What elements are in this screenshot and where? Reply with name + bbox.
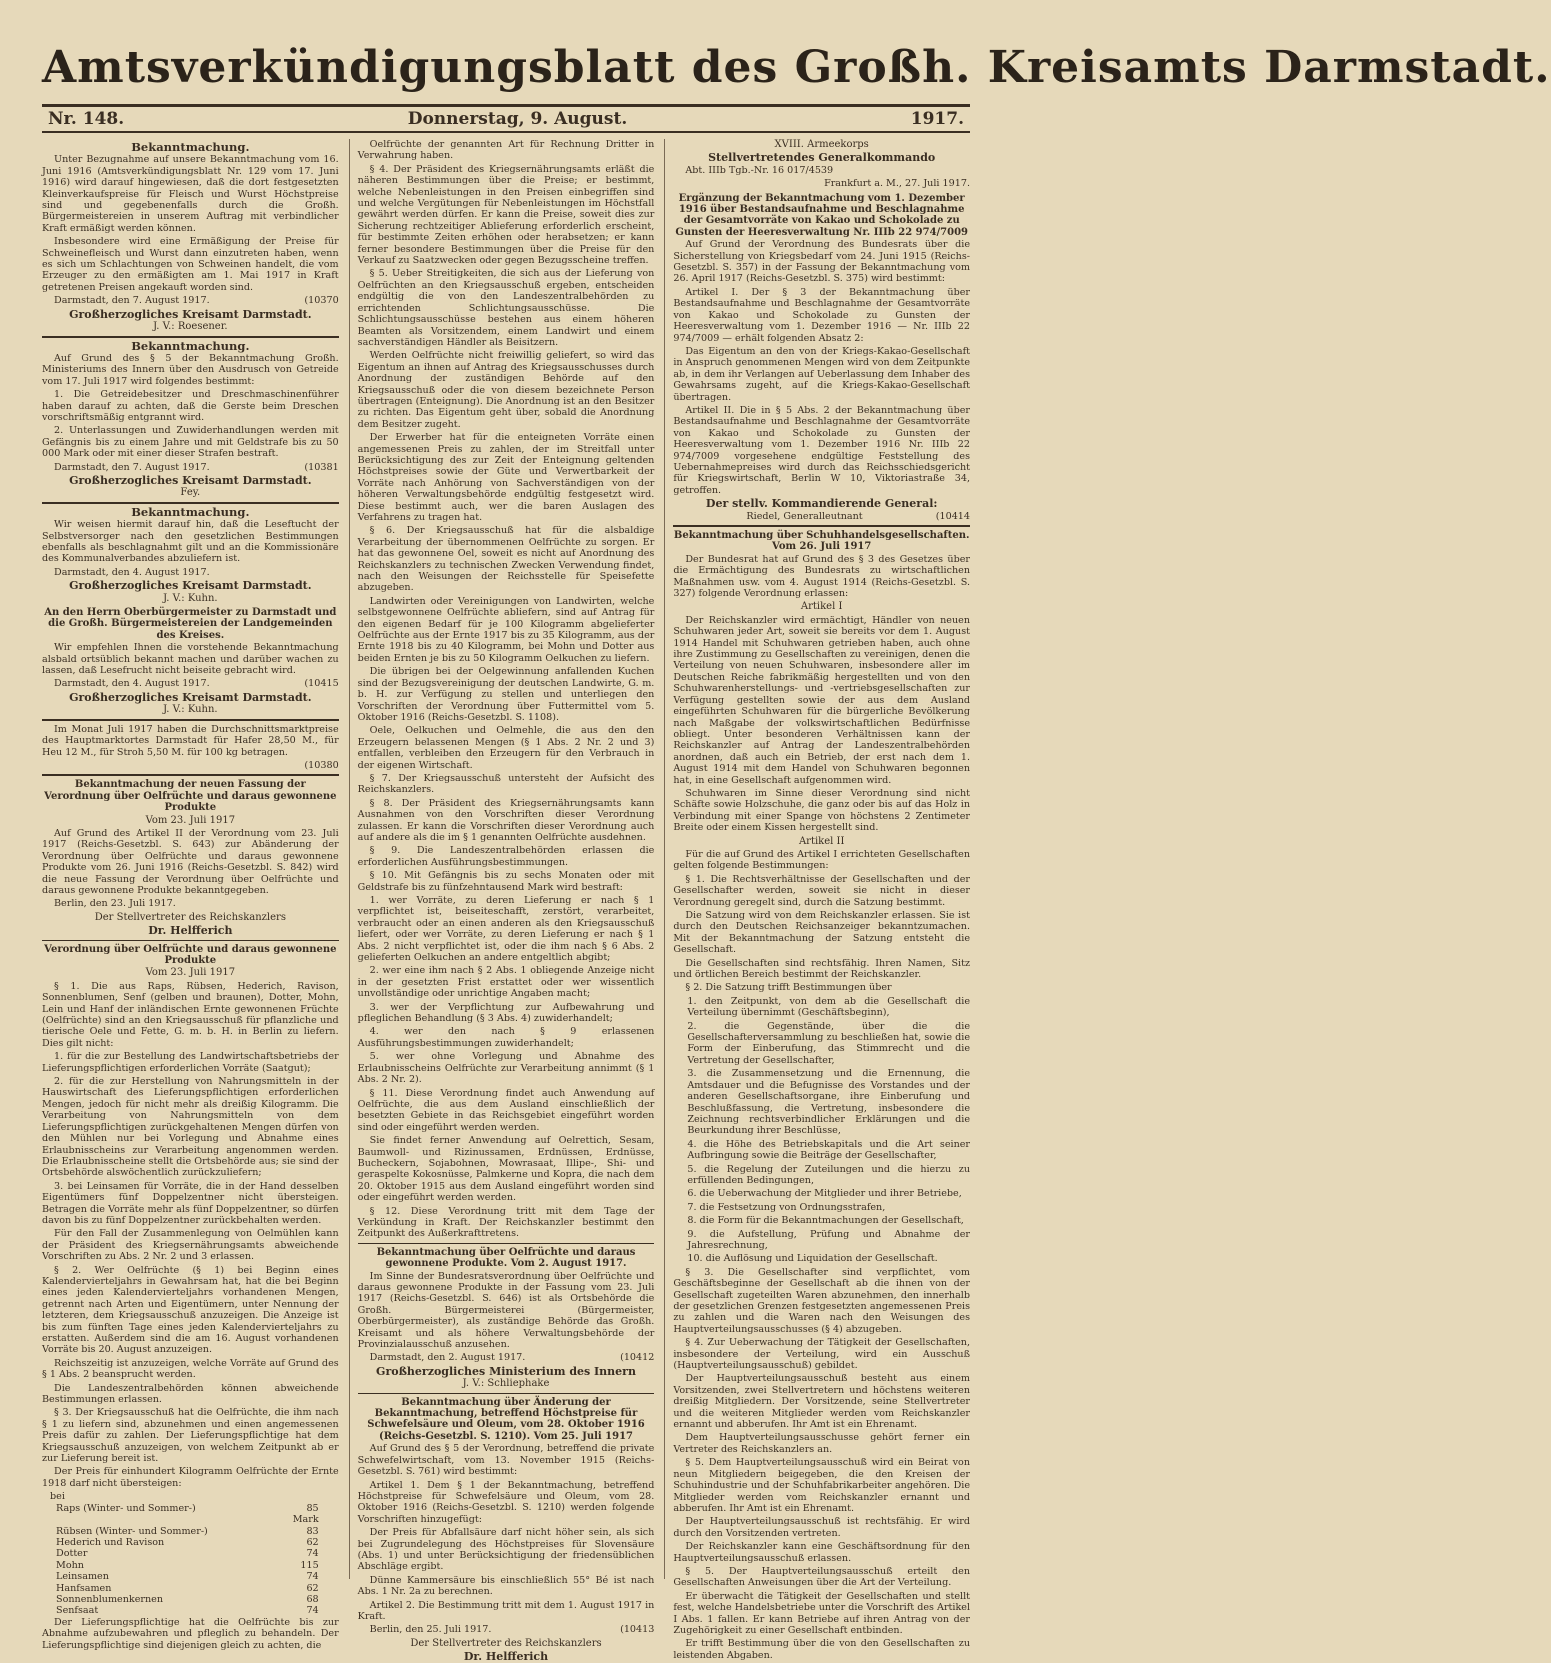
notice-paragraph: § 4. Der Präsident des Kriegsernährungsamts erläßt die näheren Bestimmungen über die Preise; er bestimmt, welche Nebenleistungen in den Preisen einbegriffen sind und welche Vergütungen für Nebenleistungen im Höchstfall gewährt werden dürfen. Er kann die Preise, soweit dies zur Sicherung rechtzeitiger Ablieferung erforderlich erscheint, für bestimmte Zeiten erhöhen oder herabsetzen; er kann ferner besondere Bestimmungen über die Preise für den Verkauf zu Saatzwecken oder gegen Bezugsscheine treffen. bbox=[357, 163, 655, 267]
notice-signer: Großherzogliches Kreisamt Darmstadt. bbox=[69, 579, 312, 593]
notice-issuer: Stellvertretendes Generalkommando bbox=[708, 151, 936, 165]
price-item: Leinsamen bbox=[56, 1571, 109, 1583]
notice-paragraph: 5. wer ohne Vorlegung und Abnahme des Erlaubnisscheins Oelfrüchte zur Verarbeitung annimmt (§ 1 Abs. 2 Nr. 2). bbox=[357, 1051, 655, 1086]
notice-paragraph: Oele, Oelkuchen und Oelmehle, die aus den den Erzeugern belassenen Mengen (§ 1 Abs. 2 Nr. 2 und 3) entfallen, verbleiben den Erzeugern für den Verbrauch in der eigenen Wirtschaft. bbox=[357, 725, 655, 771]
notice-paragraph: Er trifft Bestimmung über die von den Gesellschaften zu leistenden Abgaben. bbox=[673, 1638, 971, 1661]
notice-signature: Fey. bbox=[180, 487, 201, 499]
notice-heading: Bekanntmachung. bbox=[131, 504, 250, 519]
notice-signer: Der Stellvertreter des Reichskanzlers bbox=[410, 1637, 602, 1649]
price-value: 85 Mark bbox=[292, 1502, 319, 1526]
notice-paragraph: Sie findet ferner Anwendung auf Oelrettich, Sesam, Baumwoll- und Rizinussamen, Erdnüssen, Erdnüsse, Bucheckern, Sojabohnen, Mowrasaat, Illipe-, Shi- und geraspelte Kokosnüsse, Palmkerne und Kopra, die nach dem 20. Oktober 1915 aus dem Ausland eingeführt worden sind oder eingeführt werden werden. bbox=[357, 1135, 655, 1204]
divider bbox=[358, 1243, 655, 1244]
list-item: 3. die Zusammensetzung und die Ernennung, die Amtsdauer und die Befugnisse des Vorstandes und der anderen Gesellschaftsorgane, ihre Einberufung und Beschlußfassung, die Vertretung, insbesondere die Zeichnung rechtsverbindlicher Erklärungen und die Beurkundung ihrer Beschlüsse, bbox=[687, 1068, 971, 1137]
divider bbox=[358, 1393, 655, 1394]
price-value: 62 bbox=[306, 1582, 319, 1594]
notice-paragraph: Die Satzung wird von dem Reichskanzler erlassen. Sie ist durch den Deutschen Reichsanzeiger bekanntzumachen. Mit der Bekanntmachung der Satzung entsteht die Gesellschaft. bbox=[673, 910, 971, 956]
price-row bbox=[42, 1548, 339, 1559]
notice-date: Berlin, den 23. Juli 1917. bbox=[54, 898, 176, 910]
price-row bbox=[42, 1583, 339, 1594]
price-row bbox=[42, 1594, 339, 1605]
notice-date: Berlin, den 25. Juli 1917. (10413 bbox=[369, 1624, 655, 1636]
notice-paragraph: Der Reichskanzler wird ermächtigt, Händler von neuen Schuhwaren jeder Art, soweit sie bereits vor dem 1. August 1914 Handel mit Schuhwaren getrieben haben, auch ohne ihre Zustimmung zu Gesellschaften zu vereinigen, denen die Verteilung von neuen Schuhwaren, insbesondere aller im Deutschen Reiche fabrikmäßig hergestellten und von den Schuhwarenherstellungs- und -vertriebsgesellschaften zur Verfügung gestellten sowie der aus dem Ausland eingeführten Schuhwaren für die bürgerliche Bevölkerung nach Maßgabe der volkswirtschaftlichen Bedürfnisse obliegt. Unter besonderen Verhältnissen kann der Reichskanzler auf Antrag der Landeszentralbehörden anordnen, daß auch ein Betrieb, der erst nach dem 1. August 1914 mit dem Handel von Schuhwaren begonnen hat, in eine Gesellschaft aufgenommen wird. bbox=[673, 614, 971, 786]
price-row bbox=[42, 1560, 339, 1571]
notice-paragraph: Er überwacht die Tätigkeit der Gesellschaften und stellt fest, welche Handelsbetriebe unter die Vorschrift des Artikel I Abs. 1 fallen. Er kann Betriebe auf ihren Antrag von der Zugehörigkeit zu einer Gesellschaft entbinden. bbox=[673, 1590, 971, 1636]
notice-paragraph: 4. wer den nach § 9 erlassenen Ausführungsbestimmungen zuwiderhandelt; bbox=[357, 1026, 655, 1049]
notice-paragraph: § 4. Zur Ueberwachung der Tätigkeit der Gesellschaften, insbesondere der Verteilung, wird ein Ausschuß (Hauptverteilungsausschuß) gebildet. bbox=[673, 1337, 971, 1372]
notice-heading: Bekanntmachung der neuen Fassung der Verordnung über Oelfrüchte und daraus gewonnene Produkte bbox=[44, 779, 337, 814]
list-item: 10. die Auflösung und Liquidation der Gesellschaft. bbox=[687, 1253, 938, 1265]
notice-paragraph: § 10. Mit Gefängnis bis zu sechs Monaten oder mit Geldstrafe bis zu fünfzehntausend Mark wird bestraft: bbox=[357, 870, 655, 893]
notice-paragraph: § 6. Der Kriegsausschuß hat für die alsbaldige Verarbeitung der übernommenen Oelfrüchte zu sorgen. Er hat das gewonnene Oel, soweit es nicht auf Anordnung des Reichskanzlers zu technischen Zwecken Verwendung findet, nach den Weisungen der Reichsstelle für Speisefette abzugeben. bbox=[357, 525, 655, 594]
notice-signer: Großherzogliches Kreisamt Darmstadt. bbox=[69, 307, 312, 321]
notice-date: Darmstadt, den 4. August 1917. bbox=[54, 566, 210, 578]
price-row bbox=[42, 1537, 339, 1548]
notice-signer: Großherzogliches Kreisamt Darmstadt. bbox=[69, 473, 312, 487]
issue-number: Nr. 148. bbox=[48, 109, 125, 129]
notice-paragraph: Für die auf Grund des Artikel I errichteten Gesellschaften gelten folgende Bestimmungen: bbox=[673, 848, 971, 872]
notice-paragraph: 1. wer Vorräte, zu deren Lieferung er nach § 1 verpflichtet ist, beiseiteschafft, zerstört, verarbeitet, verbraucht oder an einen anderen als den Kriegsausschuß liefert, oder wer Vorräte, zu deren Lieferung er nach § 1 Abs. 2 nicht verpflichtet ist, oder die ihm nach § 6 Abs. 2 gelieferten Oelkuchen an andere entgeltlich abgibt; bbox=[357, 895, 655, 964]
notice-signature: J. V.: Kuhn. bbox=[163, 592, 218, 604]
price-value: 74 bbox=[306, 1605, 319, 1617]
price-value: 74 bbox=[306, 1548, 319, 1560]
notice-paragraph: Auf Grund des Artikel II der Verordnung vom 23. Juli 1917 (Reichs-Gesetzbl. S. 643) zur Abänderung der Verordnung über Oelfrüchte und daraus gewonnene Produkte vom 26. Juni 1916 (Reichs-Gesetzbl. S. 842) wird die neue Fassung der Verordnung über Oelfrüchte und daraus gewonnene Produkte bekanntgegeben. bbox=[42, 827, 339, 896]
list-item: 6. die Ueberwachung der Mitglieder und ihrer Betriebe, bbox=[687, 1188, 962, 1200]
price-value: 68 bbox=[306, 1593, 319, 1605]
price-intro: bei bbox=[50, 1491, 65, 1503]
list-item: 5. die Regelung der Zuteilungen und die hierzu zu erfüllenden Bedingungen, bbox=[687, 1163, 971, 1186]
notice-signer: Der stellv. Kommandierende General: bbox=[705, 497, 938, 511]
column-3 bbox=[664, 139, 971, 1661]
notice-paragraph: Artikel II. Die in § 5 Abs. 2 der Bekanntmachung über Bestandsaufnahme und Beschlagnahme der Gesamtvorräte von Kakao und Schokolade zu Gunsten der Heeresverwaltung vom 1. Dezember 1916 Nr. IIIb 22 974/7009 vorgesehene endgültige Feststellung des Uebernahmepreises wird durch das Reichsschiedsgericht für Kriegswirtschaft, Berlin W 10, Viktoriastraße 34, getroffen. bbox=[673, 404, 971, 496]
notice-heading: Bekanntmachung über Änderung der Bekanntmachung, betreffend Höchstpreise für Schwefelsäure und Oleum, vom 28. Oktober 1916 (Reichs-Gesetzbl. S. 1210). Vom 25. Juli 1917 bbox=[367, 1396, 645, 1442]
notice-reference: Abt. IIIb Tgb.-Nr. 16 017/4539 bbox=[685, 164, 834, 176]
article-heading: Artikel II bbox=[798, 835, 845, 847]
notice-paragraph: Der Preis für Abfallsäure darf nicht höher sein, als sich bei Zugrundelegung des Höchstpreises für Slovensäure (Abs. 1) und unter Berücksichtigung der friedensüblichen Abschläge ergibt. bbox=[357, 1527, 655, 1573]
notice-paragraph: Die übrigen bei der Oelgewinnung anfallenden Kuchen sind der Bezugsvereinigung der deutschen Landwirte, G. m. b. H. zur Verfügung zu stellen und unterliegen den Vorschriften der Verordnung über Futtermittel vom 5. Oktober 1916 (Reichs-Gesetzbl. S. 1108). bbox=[357, 666, 655, 723]
notice-place-date: Frankfurt a. M., 27. Juli 1917. bbox=[824, 178, 971, 190]
notice-paragraph: § 3. Der Kriegsausschuß hat die Oelfrüchte, die ihm nach § 1 zu liefern sind, abzunehmen und einen angemessenen Preis dafür zu zahlen. Der Lieferungspflichtige hat dem Kriegsausschuß anzuzeigen, von welchem Zeitpunkt ab er zur Lieferung bereit ist. bbox=[42, 1407, 339, 1465]
notice-signature: J. V.: Roesener. bbox=[153, 321, 228, 333]
price-list bbox=[42, 1503, 339, 1617]
notice-paragraph: 1. Die Getreidebesitzer und Dreschmaschinenführer haben darauf zu achten, daß die Gerste beim Dreschen vorschriftsmäßig entgrannt wird. bbox=[42, 389, 339, 423]
notice-paragraph: Artikel 1. Dem § 1 der Bekanntmachung, betreffend Höchstpreise für Schwefelsäure und Oleum, vom 28. Oktober 1916 (Reichs-Gesetzbl. S. 1210) werden folgende Vorschriften hinzugefügt: bbox=[357, 1479, 655, 1525]
notice-paragraph: Im Monat Juli 1917 haben die Durchschnittsmarktpreise des Hauptmarktortes Darmstadt für Hafer 28,50 M., für Heu 12 M., für Stroh 5,50 M. für 100 kg betragen. bbox=[42, 723, 339, 758]
notice-date: Darmstadt, den 7. August 1917. (10381 bbox=[54, 461, 339, 473]
notice-paragraph: Schuhwaren im Sinne dieser Verordnung sind nicht Schäfte sowie Holzschuhe, die ganz oder bis auf das Holz in Verbindung mit einer Spange von höchstens 2 Zentimeter Breite oder einem Kissen hergestellt sind. bbox=[673, 787, 971, 834]
notice-paragraph: Der Reichskanzler kann eine Geschäftsordnung für den Hauptverteilungsausschuß erlassen. bbox=[673, 1541, 971, 1564]
price-item: Rübsen (Winter- und Sommer-) bbox=[56, 1525, 208, 1537]
notice-heading: Verordnung über Oelfrüchte und daraus gewonnene Produkte bbox=[44, 943, 337, 966]
notice-paragraph: 3. wer der Verpflichtung zur Aufbewahrung und pfleglichen Behandlung (§ 3 Abs. 4) zuwiderhandelt; bbox=[357, 1001, 655, 1025]
notice-paragraph: § 11. Diese Verordnung findet auch Anwendung auf Oelfrüchte, die aus dem Ausland einschließlich der besetzten Gebiete in das Reichsgebiet eingeführt worden sind oder eingeführt werden werden. bbox=[357, 1087, 655, 1133]
price-row bbox=[42, 1503, 339, 1526]
price-value: 83 bbox=[306, 1525, 319, 1537]
price-value: 74 bbox=[306, 1571, 319, 1583]
divider bbox=[673, 525, 970, 527]
notice-paragraph: § 12. Diese Verordnung tritt mit dem Tage der Verkündung in Kraft. Der Reichskanzler bestimmt den Zeitpunkt des Außerkrafttretens. bbox=[357, 1205, 655, 1240]
notice-signer: Der Stellvertreter des Reichskanzlers bbox=[94, 911, 286, 923]
notice-signature: Dr. Helfferich bbox=[148, 924, 233, 938]
notice-paragraph: Im Sinne der Bundesratsverordnung über Oelfrüchte und daraus gewonnene Produkte in der Fassung vom 23. Juli 1917 (Reichs-Gesetzbl. S. 646) ist als Ortsbehörde die Großh. Bürgermeisterei (Bürgermeister, Oberbürgermeister), als zuständige Behörde das Großh. Kreisamt und als höhere Verwaltungsbehörde der Provinzialausschuß anzusehen. bbox=[357, 1270, 655, 1351]
notice-heading: An den Herrn Oberbürgermeister zu Darmstadt und die Großh. Bürgermeistereien der Landgemeinden des Kreises. bbox=[44, 607, 337, 641]
notice-paragraph: Werden Oelfrüchte nicht freiwillig geliefert, so wird das Eigentum an ihnen auf Antrag des Kriegsausschusses durch Anordnung der zuständigen Behörde auf den Kriegsausschuß oder die von diesem bezeichnete Person übertragen (Enteignung). Die Anordnung ist an den Besitzer zu richten. Das Eigentum geht über, sobald die Anordnung dem Besitzer zugeht. bbox=[357, 350, 655, 430]
notice-signature: J. V.: Kuhn. bbox=[163, 704, 218, 716]
notice-signature: Riedel, Generalleutnant (10414 bbox=[746, 510, 971, 522]
notice-paragraph: Artikel I. Der § 3 der Bekanntmachung über Bestandsaufnahme und Beschlagnahme der Gesamtvorräte von Kakao und Schokolade zu Gunsten der Heeresverwaltung vom 1. Dezember 1916 — Nr. IIIb 22 974/7009 — erhält folgenden Absatz 2: bbox=[673, 286, 971, 344]
column-2 bbox=[349, 139, 655, 1663]
notice-paragraph: Der Hauptverteilungsausschuß besteht aus einem Vorsitzenden, zwei Stellvertretern und höchstens weiteren dreißig Mitgliedern. Der Vorsitzende, seine Stellvertreter und die weiteren Mitglieder werden vom Reichskanzler ernannt und abberufen. Ihr Amt ist ein Ehrenamt. bbox=[673, 1373, 971, 1431]
notice-signature: Dr. Helfferich bbox=[463, 1650, 549, 1663]
price-item: Hederich und Ravison bbox=[56, 1536, 165, 1548]
notice-subheading: Vom 23. Juli 1917 bbox=[145, 967, 236, 979]
notice-paragraph: Auf Grund des § 5 der Verordnung, betreffend die private Schwefelwirtschaft, vom 13. November 1915 (Reichs-Gesetzbl. S. 761) wird bestimmt: bbox=[357, 1443, 655, 1478]
notice-paragraph: 2. wer eine ihm nach § 2 Abs. 1 obliegende Anzeige nicht in der gesetzten Frist erstattet oder wer wissentlich unvollständige oder unrichtige Angaben macht; bbox=[357, 965, 655, 1000]
notice-paragraph: Für den Fall der Zusammenlegung von Oelmühlen kann der Präsident des Kriegsernährungsamts abweichende Vorschriften zu Abs. 2 Nr. 2 und 3 erlassen. bbox=[42, 1228, 339, 1263]
price-value: 115 bbox=[300, 1559, 319, 1571]
list-item: 8. die Form für die Bekanntmachungen der Gesellschaft, bbox=[687, 1215, 964, 1227]
notice-paragraph: Artikel 2. Die Bestimmung tritt mit dem 1. August 1917 in Kraft. bbox=[357, 1599, 655, 1622]
notice-paragraph: § 5. Der Hauptverteilungsausschuß erteilt den Gesellschaften Anweisungen über die Art der Verteilung. bbox=[673, 1565, 971, 1589]
notice-paragraph: § 1. Die Rechtsverhältnisse der Gesellschaften und der Gesellschafter werden, soweit sie nicht in dieser Verordnung geregelt sind, durch die Satzung bestimmt. bbox=[673, 873, 971, 908]
issue-dateline bbox=[42, 104, 970, 133]
notice-heading: Bekanntmachung. bbox=[131, 338, 250, 353]
notice-paragraph: Wir empfehlen Ihnen die vorstehende Bekanntmachung alsbald ortsüblich bekannt machen und darüber wachen zu lassen, daß Lesefrucht nicht beiseite gebracht wird. bbox=[42, 642, 339, 677]
notice-date: Darmstadt, den 2. August 1917. (10412 bbox=[369, 1352, 655, 1364]
divider bbox=[42, 940, 339, 941]
divider bbox=[42, 774, 339, 776]
price-row bbox=[42, 1526, 339, 1537]
notice-paragraph: Die Gesellschaften sind rechtsfähig. Ihren Namen, Sitz und örtlichen Bereich bestimmt der Reichskanzler. bbox=[673, 957, 971, 981]
column-1 bbox=[42, 139, 339, 1651]
notice-paragraph: § 2. Wer Oelfrüchte (§ 1) bei Beginn eines Kalendervierteljahrs in Gewahrsam hat, hat die bei Beginn eines jeden Kalendervierteljahrs vorhandenen Mengen, getrennt nach Arten und Eigentümern, unter Nennung der letzteren, dem Kriegsausschuß anzuzeigen. Die Anzeige ist bis zum fünften Tage eines jeden Kalendervierteljahrs zu erstatten. Außerdem sind die am 16. August vorhandenen Vorräte bis 20. August anzuzeigen. bbox=[42, 1264, 339, 1356]
notice-paragraph: 3. bei Leinsamen für Vorräte, die in der Hand desselben Eigentümers fünf Doppelzentner nicht übersteigen. Betragen die Vorräte mehr als fünf Doppelzentner, so dürfen davon bis zu fünf Doppelzentner zurückbehalten werden. bbox=[42, 1180, 339, 1226]
notice-heading: Bekanntmachung über Schuhhandelsgesellschaften. Vom 26. Juli 1917 bbox=[673, 530, 970, 553]
notice-date: Darmstadt, den 7. August 1917. (10370 bbox=[54, 295, 339, 307]
notice-paragraph: 2. Unterlassungen und Zuwiderhandlungen werden mit Gefängnis bis zu einem Jahre und mit Geldstrafe bis zu 50 000 Mark oder mit einer dieser Strafen bestraft. bbox=[42, 425, 339, 460]
notice-paragraph: § 8. Der Präsident des Kriegsernährungsamts kann Ausnahmen von den Vorschriften dieser Verordnung zulassen. Er kann die Vorschriften dieser Verordnung auch auf andere als die im § 1 genannten Oelfrüchte ausdehnen. bbox=[357, 797, 655, 843]
notice-issuer: XVIII. Armeekorps bbox=[774, 139, 869, 150]
notice-paragraph: Insbesondere wird eine Ermäßigung der Preise für Schweinefleisch und Wurst dann einzutreten haben, wenn es sich um Schlachtungen von Schweinen handelt, die vom Erzeuger zu den ermäßigten am 1. Mai 1917 in Kraft getretenen Preisen angekauft worden sind. bbox=[42, 236, 339, 293]
article-heading: Artikel I bbox=[800, 601, 843, 613]
divider bbox=[42, 719, 339, 721]
list-item: 7. die Festsetzung von Ordnungsstrafen, bbox=[687, 1201, 886, 1213]
notice-paragraph: § 5. Dem Hauptverteilungsausschuß wird ein Beirat von neun Mitgliedern beigegeben, die den Kreisen der Schuhindustrie und der Schuhfabrikarbeiter angehören. Die Mitglieder werden vom Reichskanzler ernannt und abberufen. Ihr Amt ist ein Ehrenamt. bbox=[673, 1457, 971, 1514]
columns bbox=[42, 139, 971, 1663]
price-item: Dotter bbox=[56, 1548, 88, 1560]
notice-paragraph: § 1. Die aus Raps, Rübsen, Hederich, Ravison, Sonnenblumen, Senf (gelben und braunen), Dotter, Mohn, Lein und Hanf der inländischen Ernte gewonnenen Früchte (Oelfrüchte) sind an den Kriegsausschuß für pflanzliche und tierische Oele und Fette, G. m. b. H. in Berlin zu liefern. Dies gilt nicht: bbox=[42, 980, 339, 1049]
notice-paragraph: 1. für die zur Bestellung des Landwirtschaftsbetriebs der Lieferungspflichtigen erforderlichen Vorräte (Saatgut); bbox=[42, 1051, 339, 1074]
notice-signature: J. V.: Schliephake bbox=[462, 1378, 550, 1390]
notice-paragraph: § 2. Die Satzung trifft Bestimmungen über bbox=[685, 982, 892, 994]
notice-date: Darmstadt, den 4. August 1917. (10415 bbox=[54, 678, 339, 690]
notice-paragraph: Der Lieferungspflichtige hat die Oelfrüchte bis zur Abnahme aufzubewahren und pfleglich zu behandeln. Der Lieferungspflichtige sind diejenigen gleich zu achten, die bbox=[42, 1616, 339, 1651]
price-row bbox=[42, 1605, 339, 1616]
price-item: Mohn bbox=[56, 1559, 84, 1571]
notice-paragraph: Der Hauptverteilungsausschuß ist rechtsfähig. Er wird durch den Vorsitzenden vertreten. bbox=[673, 1516, 971, 1539]
notice-paragraph: Auf Grund des § 5 der Bekanntmachung Großh. Ministeriums des Innern über den Ausdrusch von Getreide vom 17. Juli 1917 wird folgendes bestimmt: bbox=[42, 352, 339, 387]
notice-paragraph: Dünne Kammersäure bis einschließlich 55° Bé ist nach Abs. 1 Nr. 2a zu berechnen. bbox=[357, 1574, 655, 1598]
price-item: Hanfsamen bbox=[56, 1582, 112, 1594]
notice-paragraph: Der Preis für einhundert Kilogramm Oelfrüchte der Ernte 1918 darf nicht übersteigen: bbox=[42, 1466, 339, 1489]
statute-list bbox=[673, 996, 970, 1265]
price-item: Raps (Winter- und Sommer-) bbox=[56, 1502, 196, 1514]
notice-paragraph: Die Landeszentralbehörden können abweichende Bestimmungen erlassen. bbox=[42, 1382, 339, 1406]
notice-paragraph: Wir weisen hiermit darauf hin, daß die Leseftucht der Selbstversorger nach den gesetzlichen Bestimmungen ebenfalls als beschlagnahmt gilt und an die Kommissionäre des Kommunalverbandes abzuliefern ist. bbox=[42, 519, 339, 565]
price-row bbox=[42, 1571, 339, 1582]
price-item: Senfsaat bbox=[56, 1605, 99, 1617]
notice-signer: Großherzogliches Ministerium des Innern bbox=[376, 1364, 636, 1378]
notice-paragraph: Auf Grund der Verordnung des Bundesrats über die Sicherstellung von Kriegsbedarf vom 24. Juni 1915 (Reichs-Gesetzbl. S. 357) in der Fassung der Bekanntmachung vom 26. April 1917 (Reichs-Gesetzbl. S. 375) wird bestimmt: bbox=[673, 239, 971, 285]
notice-paragraph: Landwirten oder Vereinigungen von Landwirten, welche selbstgewonnene Oelfrüchte abliefern, sind auf Antrag für den eigenen Bedarf für je 100 Kilogramm abgelieferter Oelfrüchte aus der Ernte 1917 bis zu 35 Kilogramm, aus der Ernte 1918 bis zu 40 Kilogramm, bei Mohn und Dotter aus beiden Ernten je bis zu 50 Kilogramm Oelkuchen zu liefern. bbox=[357, 595, 655, 664]
notice-heading: Ergänzung der Bekanntmachung vom 1. Dezember 1916 über Bestandsaufnahme und Beschlagnahme der Gesamtvorräte von Kakao und Schokolade zu Gunsten der Heeresverwaltung Nr. IIIb 22 974/7009 bbox=[675, 192, 969, 238]
notice-paragraph: Dem Hauptverteilungsausschusse gehört ferner ein Vertreter des Reichskanzlers an. bbox=[673, 1432, 971, 1455]
issue-date: Donnerstag, 9. August. bbox=[407, 109, 628, 129]
notice-paragraph: Unter Bezugnahme auf unsere Bekanntmachung vom 16. Juni 1916 (Amtsverkündigungsblatt Nr. 129 vom 17. Juni 1916) wird darauf hingewiesen, daß die dort festgesetzten Kleinverkaufspreise für Fleisch und Wurst Höchstpreise sind und gegebenenfalls durch die Großh. Bürgermeistereien in unserem Auftrag mit verbindlicher Kraft ermäßigt werden können. bbox=[42, 154, 339, 234]
list-item: 2. die Gegenstände, über die die Gesellschafterversammlung zu beschließen hat, sowie die Form der Einberufung, das Stimmrecht und die Vertretung der Gesellschafter, bbox=[687, 1020, 971, 1066]
notice-subheading: Vom 23. Juli 1917 bbox=[145, 814, 236, 826]
notice-paragraph: Das Eigentum an den von der Kriegs-Kakao-Gesellschaft in Anspruch genommenen Mengen wird von dem Zeitpunkte ab, in dem ihr Verlangen auf Ueberlassung dem Inhaber des Gewahrsams zugeht, auf die Kriegs-Kakao-Gesellschaft übertragen. bbox=[673, 345, 971, 403]
notice-heading: Bekanntmachung. bbox=[131, 140, 250, 154]
notice-paragraph: 2. für die zur Herstellung von Nahrungsmitteln in der Hauswirtschaft des Lieferungspflichtigen erforderlichen Mengen, jedoch für nicht mehr als dreißig Kilogramm. Die Verarbeitung von Nahrungsmitteln von dem Lieferungspflichtigen zurückgehaltenen Mengen dürfen von den Mühlen nur bei Vorlegung und Abnahme eines Erlaubnisscheins zur Verarbeitung angenommen werden. Die Erlaubnisscheine stellt die Ortsbehörde aus; sie sind der Ortsbehörde alswöchentlich zurückzuliefern; bbox=[42, 1076, 339, 1179]
notice-signer: Großherzogliches Kreisamt Darmstadt. bbox=[69, 690, 312, 704]
price-item: Sonnenblumenkernen bbox=[56, 1593, 164, 1605]
notice-paragraph: Oelfrüchte der genannten Art für Rechnung Dritter in Verwahrung haben. bbox=[357, 139, 655, 162]
issue-year: 1917. bbox=[910, 109, 964, 129]
notice-paragraph: Der Bundesrat hat auf Grund des § 3 des Gesetzes über die Ermächtigung des Bundesrats zu wirtschaftlichen Maßnahmen usw. vom 4. August 1914 (Reichs-Gesetzbl. S. 327) folgende Verordnung erlassen: bbox=[673, 553, 971, 600]
notice-paragraph: § 3. Die Gesellschafter sind verpflichtet, vom Geschäftsbeginne der Gesellschaft ab die ihnen von der Gesellschaft zugeteilten Waren abzunehmen, den innerhalb der gesetzlichen Grenzen festgesetzten angemessenen Preis zu zahlen und die Waren nach den Weisungen des Hauptverteilungsausschusses (§ 4) abzugeben. bbox=[673, 1266, 971, 1335]
notice-paragraph: § 7. Der Kriegsausschuß untersteht der Aufsicht des Reichskanzlers. bbox=[357, 772, 655, 796]
list-item: 9. die Aufstellung, Prüfung und Abnahme der Jahresrechnung, bbox=[687, 1228, 971, 1251]
divider bbox=[42, 336, 339, 338]
masthead-title: Amtsverkündigungsblatt des Großh. Kreisamts Darmstadt. bbox=[42, 42, 1551, 93]
list-item: 1. den Zeitpunkt, von dem ab die Gesellschaft die Verteilung übernimmt (Geschäftsbeginn), bbox=[687, 995, 971, 1019]
notice-paragraph: § 5. Ueber Streitigkeiten, die sich aus der Lieferung von Oelfrüchten an den Kriegsausschuß ergeben, entscheiden endgültig die von den Landeszentralbehörden zu errichtenden Schlichtungsausschüsse. Die Schlichtungsausschüsse bestehen aus einem höheren Beamten als Vorsitzendem, einem Landwirt und einem sachverständigen Händler als Beisitzern. bbox=[357, 268, 655, 348]
notice-paragraph: Der Erwerber hat für die enteigneten Vorräte einen angemessenen Preis zu zahlen, der im Streitfall unter Berücksichtigung des zur Zeit der Enteignung geltenden Höchstpreises sowie der Güte und Verwertbarkeit der Vorräte nach Anhörung von Sachverständigen von der höheren Verwaltungsbehörde endgültig festgesetzt wird. Diese bestimmt auch, wer die baren Auslagen des Verfahrens zu tragen hat. bbox=[357, 432, 655, 523]
notice-heading: Bekanntmachung über Oelfrüchte und daraus gewonnene Produkte. Vom 2. August 1917. bbox=[376, 1246, 636, 1270]
list-item: 4. die Höhe des Betriebskapitals und die Art seiner Aufbringung sowie die Beiträge der Gesellschafter, bbox=[687, 1138, 971, 1162]
notice-number: (10380 bbox=[304, 759, 339, 771]
price-value: 62 bbox=[306, 1536, 319, 1548]
notice-paragraph: § 9. Die Landeszentralbehörden erlassen die erforderlichen Ausführungsbestimmungen. bbox=[357, 845, 655, 868]
notice-paragraph: Reichszeitig ist anzuzeigen, welche Vorräte auf Grund des § 1 Abs. 2 beansprucht werden. bbox=[42, 1357, 339, 1381]
divider bbox=[42, 502, 339, 504]
